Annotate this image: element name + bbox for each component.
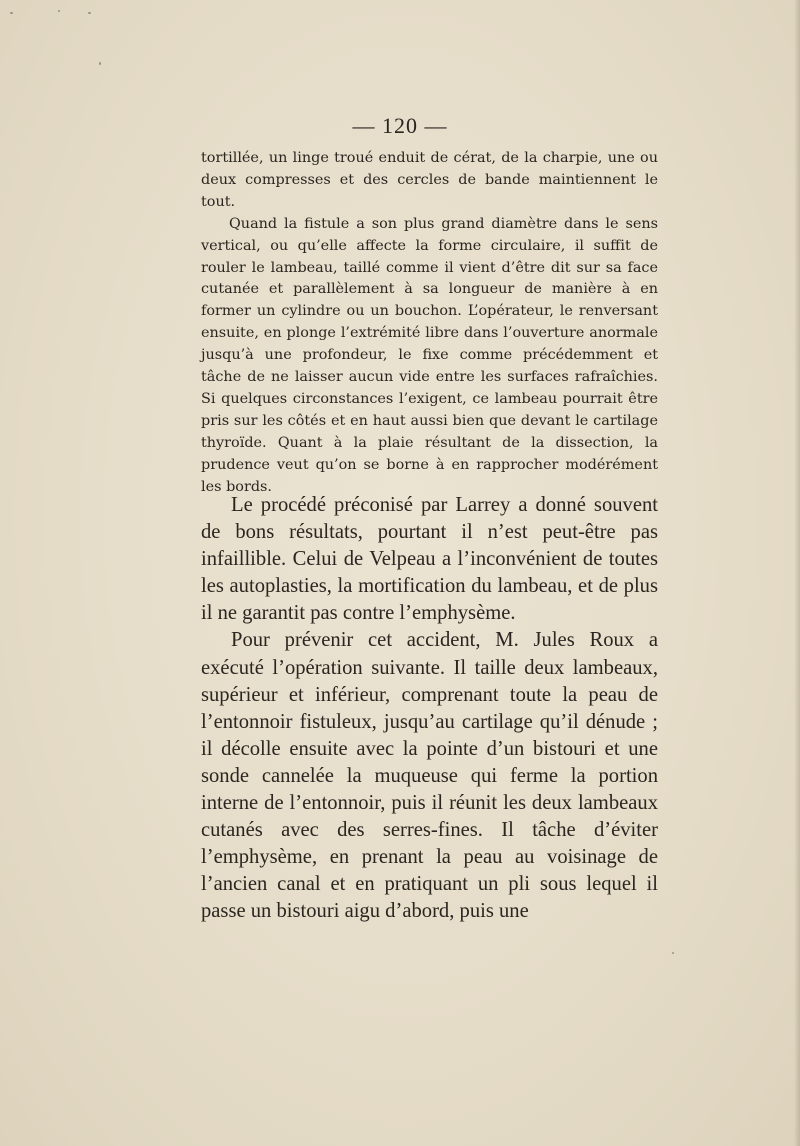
ink-speck bbox=[10, 12, 13, 14]
ink-speck bbox=[672, 952, 674, 954]
small-paragraph-1: tortillée, un linge troué enduit de cérat, de la charpie, une ou deux compresses et des cercles de bande maintiennent le tout. bbox=[201, 150, 658, 210]
large-paragraph-2: Pour prévenir cet accident, M. Jules Roux a exécuté l’opération suivante. Il taille deux lambeaux, supérieur et inférieur, comprenant toute la peau de l’entonnoir fistuleux, jusqu’au cartilage qu’il dénude ; il décolle ensuite avec la pointe d’un bistouri et une sonde cannelée la muqueuse qui ferme la portion interne de l’entonnoir, puis il réunit les deux lambeaux cutanés avec des serres-fines. Il tâche d’éviter l’emphysème, en prenant la peau au voisinage de l’ancien canal et en pratiquant un pli sous lequel il passe un bistouri aigu d’abord, puis une bbox=[201, 629, 658, 923]
large-paragraph-1: Le procédé préconisé par Larrey a donné souvent de bons résultats, pourtant il n’est peut-être pas infaillible. Celui de Velpeau a l’inconvénient de toutes les autoplasties, la mortification du lambeau, et de plus il ne garantit pas contre l’emphysème. bbox=[201, 494, 658, 625]
large-print-block bbox=[201, 492, 658, 926]
ink-speck bbox=[88, 12, 91, 14]
small-paragraph-2: Quand la fistule a son plus grand diamètre dans le sens vertical, ou qu’elle affecte la forme circulaire, il suffit de rouler le lambeau, taillé comme il vient d’être dit sur sa face cutanée et parallèlement à sa longueur de manière à en former un cylindre ou un bouchon. L’opérateur, le renversant ensuite, en plonge l’extrémité libre dans l’ouverture anormale jusqu’à une profondeur, le fixe comme précédemment et tâche de ne laisser aucun vide entre les surfaces rafraîchies. Si quelques circonstances l’exigent, ce lambeau pourrait être pris sur les côtés et en haut aussi bien que devant le cartilage thyroïde. Quant à la plaie résultant de la dissection, la prudence veut qu’on se borne à en rapprocher modérément les bords. bbox=[201, 215, 658, 495]
small-print-block bbox=[201, 148, 658, 499]
page-edge-shadow bbox=[794, 0, 800, 1146]
page-number: — 120 — bbox=[352, 113, 448, 138]
ink-speck bbox=[58, 10, 60, 12]
ink-speck bbox=[99, 62, 101, 65]
